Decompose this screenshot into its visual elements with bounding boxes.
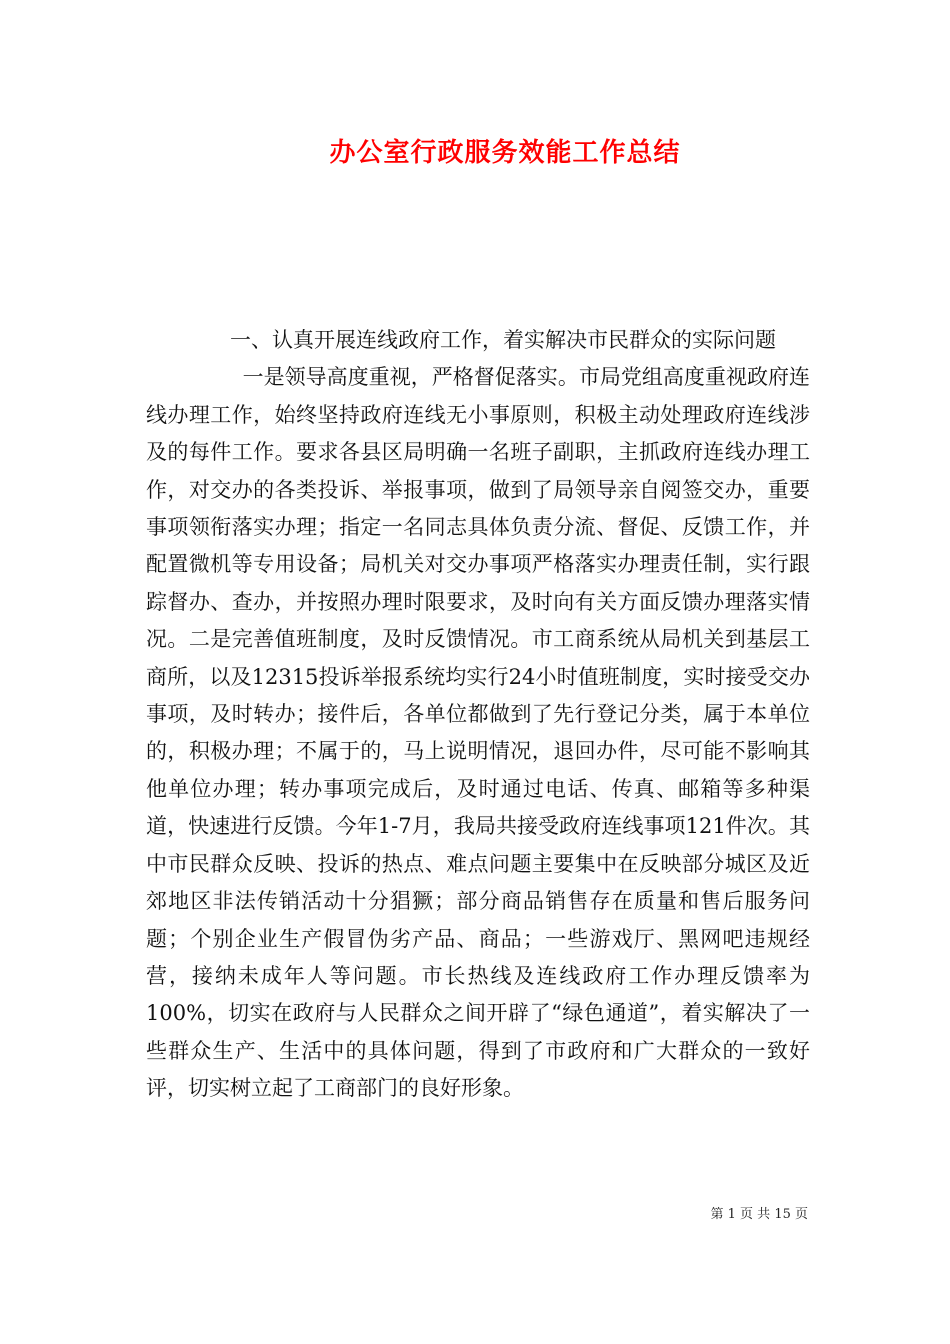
document-body bbox=[146, 322, 810, 1108]
document-title: 办公室行政服务效能工作总结 bbox=[329, 138, 681, 168]
body-paragraph: 一是领导高度重视，严格督促落实。市局党组高度重视政府连线办理工作，始终坚持政府连线无小事原则，积极主动处理政府连线涉及的每件工作。要求各县区局明确一名班子副职，主抓政府连线办理工作，对交办的各类投诉、举报事项，做到了局领导亲自阅签交办，重要事项领衔落实办理；指定一名同志具体负责分流、督促、反馈工作，并配置微机等专用设备；局机关对交办事项严格落实办理责任制，实行跟踪督办、查办，并按照办理时限要求，及时向有关方面反馈办理落实情况。二是完善值班制度，及时反馈情况。市工商系统从局机关到基层工商所，以及12315投诉举报系统均实行24小时值班制度，实时接受交办事项，及时转办；接件后，各单位都做到了先行登记分类，属于本单位的，积极办理；不属于的，马上说明情况，退回办件，尽可能不影响其他单位办理；转办事项完成后，及时通过电话、传真、邮箱等多种渠道，快速进行反馈。今年1-7月，我局共接受政府连线事项121件次。其中市民群众反映、投诉的热点、难点问题主要集中在反映部分城区及近郊地区非法传销活动十分猖獗；部分商品销售存在质量和售后服务问题；个别企业生产假冒伪劣产品、商品；一些游戏厅、黑网吧违规经营，接纳未成年人等问题。市长热线及连线政府工作办理反馈率为100%，切实在政府与人民群众之间开辟了“绿色通道”，着实解决了一些群众生产、生活中的具体问题，得到了市政府和广大群众的一致好评，切实树立起了工商部门的良好形象。 bbox=[146, 365, 810, 1101]
section-heading: 一、认真开展连线政府工作，着实解决市民群众的实际问题 bbox=[230, 328, 776, 352]
page-number-footer: 第 1 页 共 15 页 bbox=[710, 1207, 808, 1222]
